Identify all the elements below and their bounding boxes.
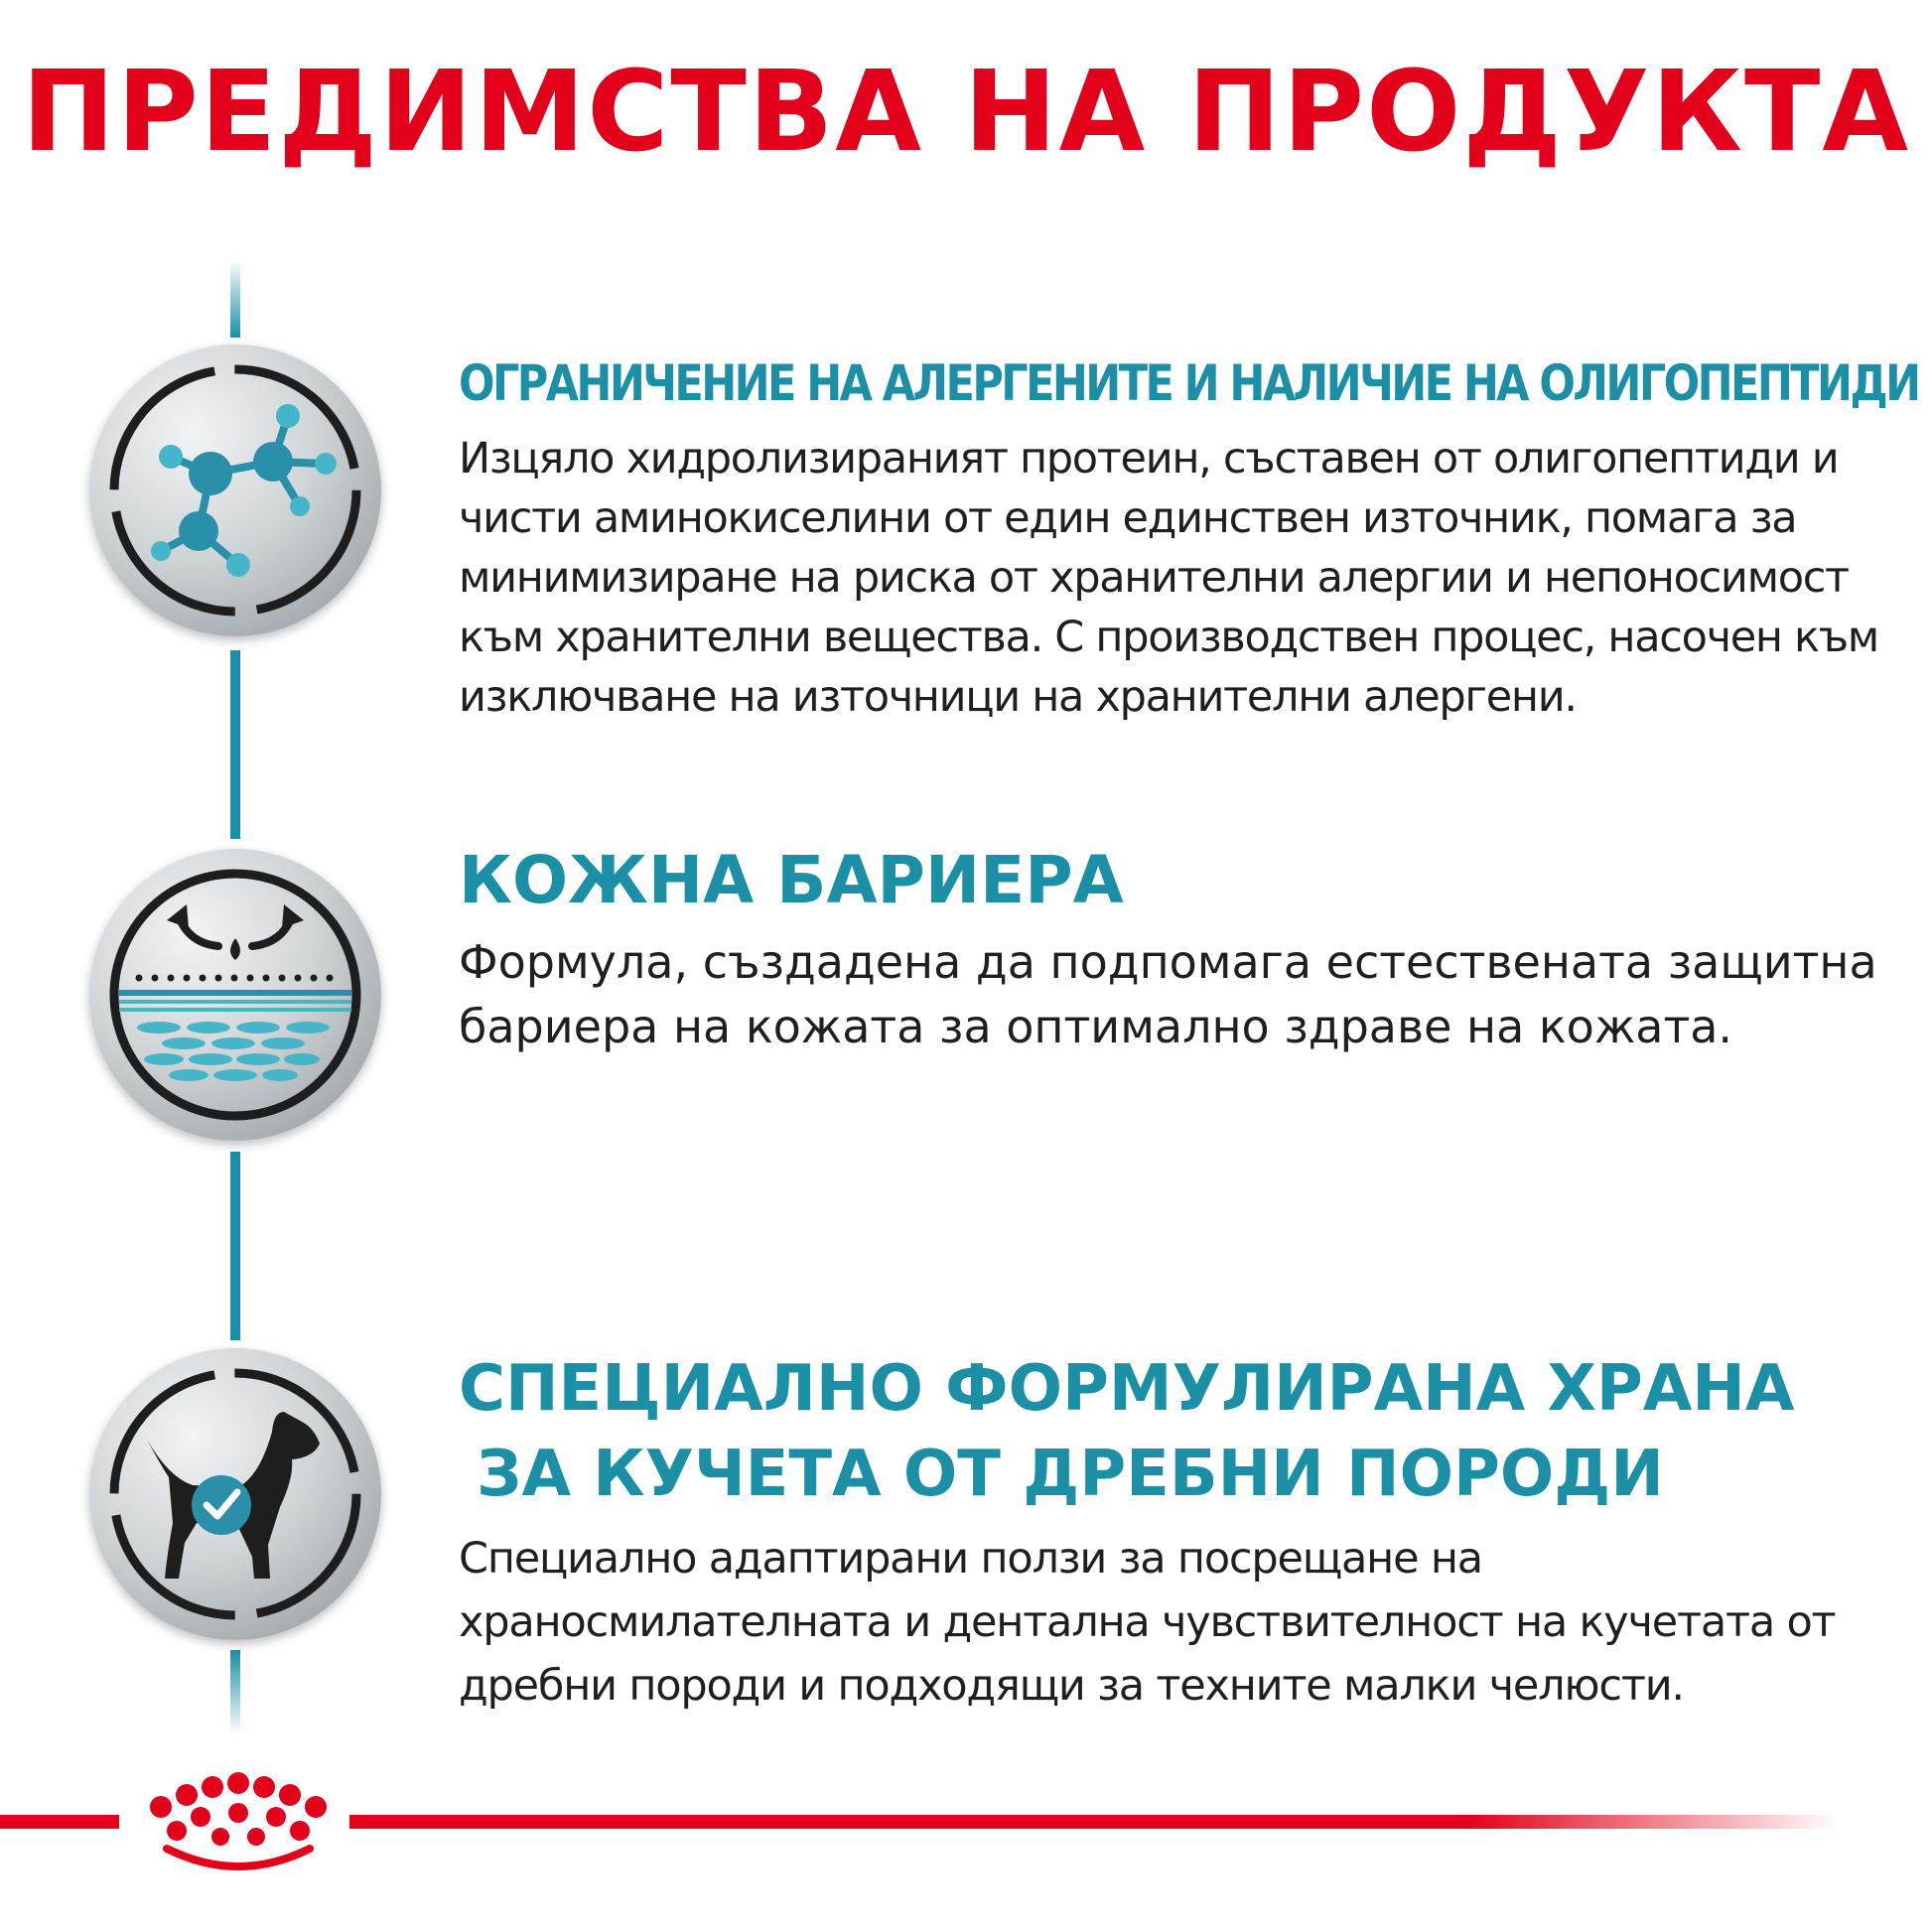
footer-line	[349, 1815, 1839, 1829]
benefit-title: КОЖНА БАРИЕРА	[459, 842, 1124, 918]
benefit-section	[459, 839, 1908, 1059]
page-title: ПРЕДИМСТВА НА ПРОДУКТА	[21, 48, 1911, 177]
benefit-section	[459, 1346, 1908, 1718]
royal-canin-crown-icon	[139, 1767, 338, 1876]
benefit-title: ЗА КУЧЕТА ОТ ДРЕБНИ ПОРОДИ	[477, 1438, 1664, 1511]
skin-barrier-badge	[89, 849, 381, 1141]
timeline-line	[230, 1152, 240, 1340]
timeline-line	[230, 1650, 240, 1734]
benefit-section	[459, 347, 1919, 727]
benefit-description: Формула, създадена да подпомага естествената защитна бариера на кожата за оптимално здраве на кожата.	[459, 935, 1877, 1053]
benefit-description: Изцяло хидролизираният протеин, съставен от олигопептиди и чисти аминокиселини от един единствен източник, помага за минимизиране на риска от хранителни алергии и непоносимост към хранителни вещества. С производствен процес, насочен към изключване на източници на хранителни алергени.	[459, 434, 1878, 722]
molecule-badge	[89, 345, 381, 636]
footer-line	[0, 1815, 119, 1829]
small-dog-badge	[89, 1348, 381, 1640]
skin-barrier-icon	[89, 849, 381, 1141]
molecule-icon	[89, 345, 381, 636]
small-dog-icon	[89, 1348, 381, 1640]
timeline-line	[230, 650, 240, 839]
timeline-line	[230, 260, 240, 338]
benefit-title: СПЕЦИАЛНО ФОРМУЛИРАНА ХРАНА	[459, 1352, 1795, 1426]
benefit-title: ОГРАНИЧЕНИЕ НА АЛЕРГЕНИТЕ И НАЛИЧИЕ НА ОЛИГОПЕПТИДИ	[459, 354, 1919, 412]
benefit-description: Специално адаптирани ползи за посрещане на храносмилателната и дентална чувствителност на кучетата от дребни породи и подходящи за техните малки челюсти.	[459, 1534, 1836, 1711]
